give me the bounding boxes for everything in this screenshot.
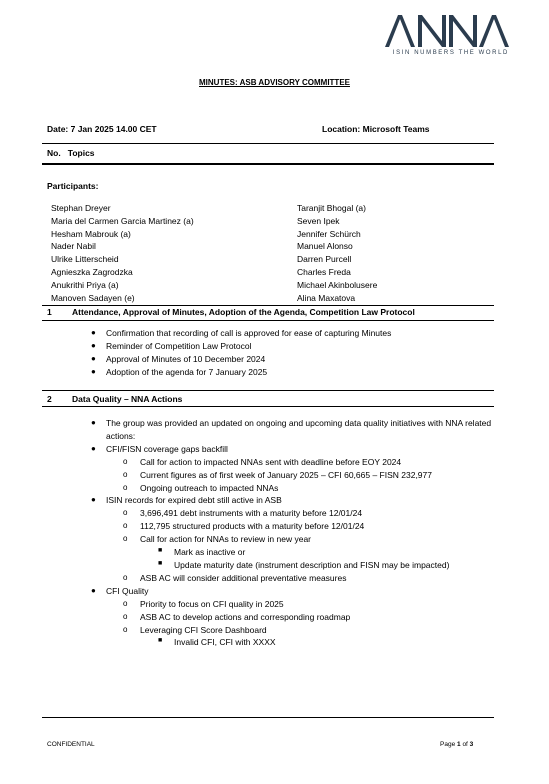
participant: Maria del Carmen Garcia Martinez (a) — [51, 215, 194, 226]
bullet-icon: ● — [91, 340, 96, 350]
list-item: o Ongoing outreach to impacted NNAs — [123, 482, 279, 493]
participants-heading: Participants: — [47, 181, 99, 191]
list-item: o ASB AC will consider additional preventative measures — [123, 572, 347, 583]
anna-logo-mark — [385, 14, 509, 48]
list-item: ● Adoption of the agenda for 7 January 2025 — [91, 366, 268, 377]
section-title: Data Quality – NNA Actions — [72, 394, 183, 404]
divider — [42, 163, 494, 165]
list-item: o Current figures as of first week of January 2025 – CFI 60,665 – FISN 232,977 — [123, 469, 432, 480]
list-item: ● Confirmation that recording of call is approved for ease of capturing Minutes — [91, 328, 392, 338]
participant: Stephan Dreyer — [51, 203, 111, 213]
circle-bullet-icon: o — [123, 611, 128, 621]
bullet-icon: ● — [91, 495, 96, 505]
participants-column-1 — [51, 202, 194, 304]
participant: Alina Maxatova — [297, 292, 356, 303]
list-item: o Leveraging CFI Score Dashboard — [123, 624, 267, 635]
participant: Nader Nabil — [51, 241, 96, 252]
participant: Jennifer Schürch — [297, 228, 361, 239]
circle-bullet-icon: o — [123, 482, 128, 492]
participant: Ulrike Litterscheid — [51, 254, 119, 265]
square-bullet-icon: ■ — [158, 547, 163, 555]
bullet-icon: ● — [91, 328, 96, 337]
footer-confidential: CONFIDENTIAL — [47, 741, 95, 748]
bullet-icon: ● — [91, 585, 96, 595]
circle-bullet-icon: o — [123, 469, 128, 479]
list-item: o ASB AC to develop actions and corresponding roadmap — [123, 611, 351, 622]
section-number: 2 — [47, 394, 52, 404]
circle-bullet-icon: o — [123, 521, 128, 531]
participant: Darren Purcell — [297, 254, 352, 265]
circle-bullet-icon: o — [123, 598, 128, 608]
circle-bullet-icon: o — [123, 456, 128, 466]
bullet-icon: ● — [91, 443, 96, 453]
list-item: ● CFI Quality — [91, 585, 149, 596]
list-item: ● The group was provided an updated on ongoing and upcoming data quality initiatives with NNA related actions: — [91, 418, 492, 441]
square-bullet-icon: ■ — [158, 637, 163, 645]
participant: Manoven Sadayen (e) — [51, 292, 135, 303]
list-item: o 3,696,491 debt instruments with a maturity before 12/01/24 — [123, 508, 363, 519]
square-bullet-icon: ■ — [158, 559, 163, 567]
circle-bullet-icon: o — [123, 508, 128, 518]
participant: Taranjit Bhogal (a) — [297, 203, 366, 213]
list-item: ● Approval of Minutes of 10 December 2024 — [91, 353, 266, 364]
participant: Michael Akinbolusere — [297, 279, 378, 290]
footer-page-number: Page 1 of 3 — [440, 741, 474, 748]
bullet-icon: ● — [91, 418, 96, 427]
meeting-location: Location: Microsoft Teams — [322, 124, 430, 134]
logo-tagline: ISIN NUMBERS THE WORLD — [392, 50, 509, 56]
section-title: Attendance, Approval of Minutes, Adoption of the Agenda, Competition Law Protocol — [72, 307, 415, 317]
list-item: o Call for action to impacted NNAs sent with deadline before EOY 2024 — [123, 456, 402, 467]
list-item: ● Reminder of Competition Law Protocol — [91, 340, 252, 351]
anna-logo — [381, 14, 509, 56]
list-item: o Call for action for NNAs to review in new year — [123, 534, 312, 545]
section-number: 1 — [47, 307, 52, 317]
participant: Seven Ipek — [297, 215, 340, 226]
circle-bullet-icon: o — [123, 534, 128, 544]
list-item: o Priority to focus on CFI quality in 2025 — [123, 598, 284, 609]
participant: Anukrithi Priya (a) — [51, 279, 119, 290]
circle-bullet-icon: o — [123, 572, 128, 582]
list-item: ■ Invalid CFI, CFI with XXXX — [158, 637, 276, 648]
participant: Hesham Mabrouk (a) — [51, 228, 131, 239]
meeting-date: Date: 7 Jan 2025 14.00 CET — [47, 124, 157, 134]
divider — [42, 406, 494, 407]
list-item: ■ Update maturity date (instrument description and FISN may be impacted) — [158, 559, 450, 570]
bullet-icon: ● — [91, 366, 96, 376]
bullet-icon: ● — [91, 353, 96, 363]
table-header: No. Topics — [47, 148, 95, 158]
list-item: o 112,795 structured products with a maturity before 12/01/24 — [123, 521, 365, 532]
list-item: ● ISIN records for expired debt still active in ASB — [91, 495, 282, 506]
list-item: ● CFI/FISN coverage gaps backfill — [91, 443, 228, 454]
divider — [42, 305, 494, 306]
footer-divider — [42, 717, 494, 718]
divider — [42, 390, 494, 391]
list-item: ■ Mark as inactive or — [158, 547, 246, 558]
participant: Agnieszka Zagrodzka — [51, 266, 133, 277]
participants-column-2 — [297, 202, 377, 304]
divider — [42, 320, 494, 321]
participant: Manuel Alonso — [297, 241, 353, 252]
divider — [42, 143, 494, 144]
section-2-list — [0, 417, 500, 649]
document-title: MINUTES: ASB ADVISORY COMMITTEE — [199, 78, 350, 87]
section-1-list — [0, 327, 549, 379]
circle-bullet-icon: o — [123, 624, 128, 634]
participant: Charles Freda — [297, 266, 351, 277]
